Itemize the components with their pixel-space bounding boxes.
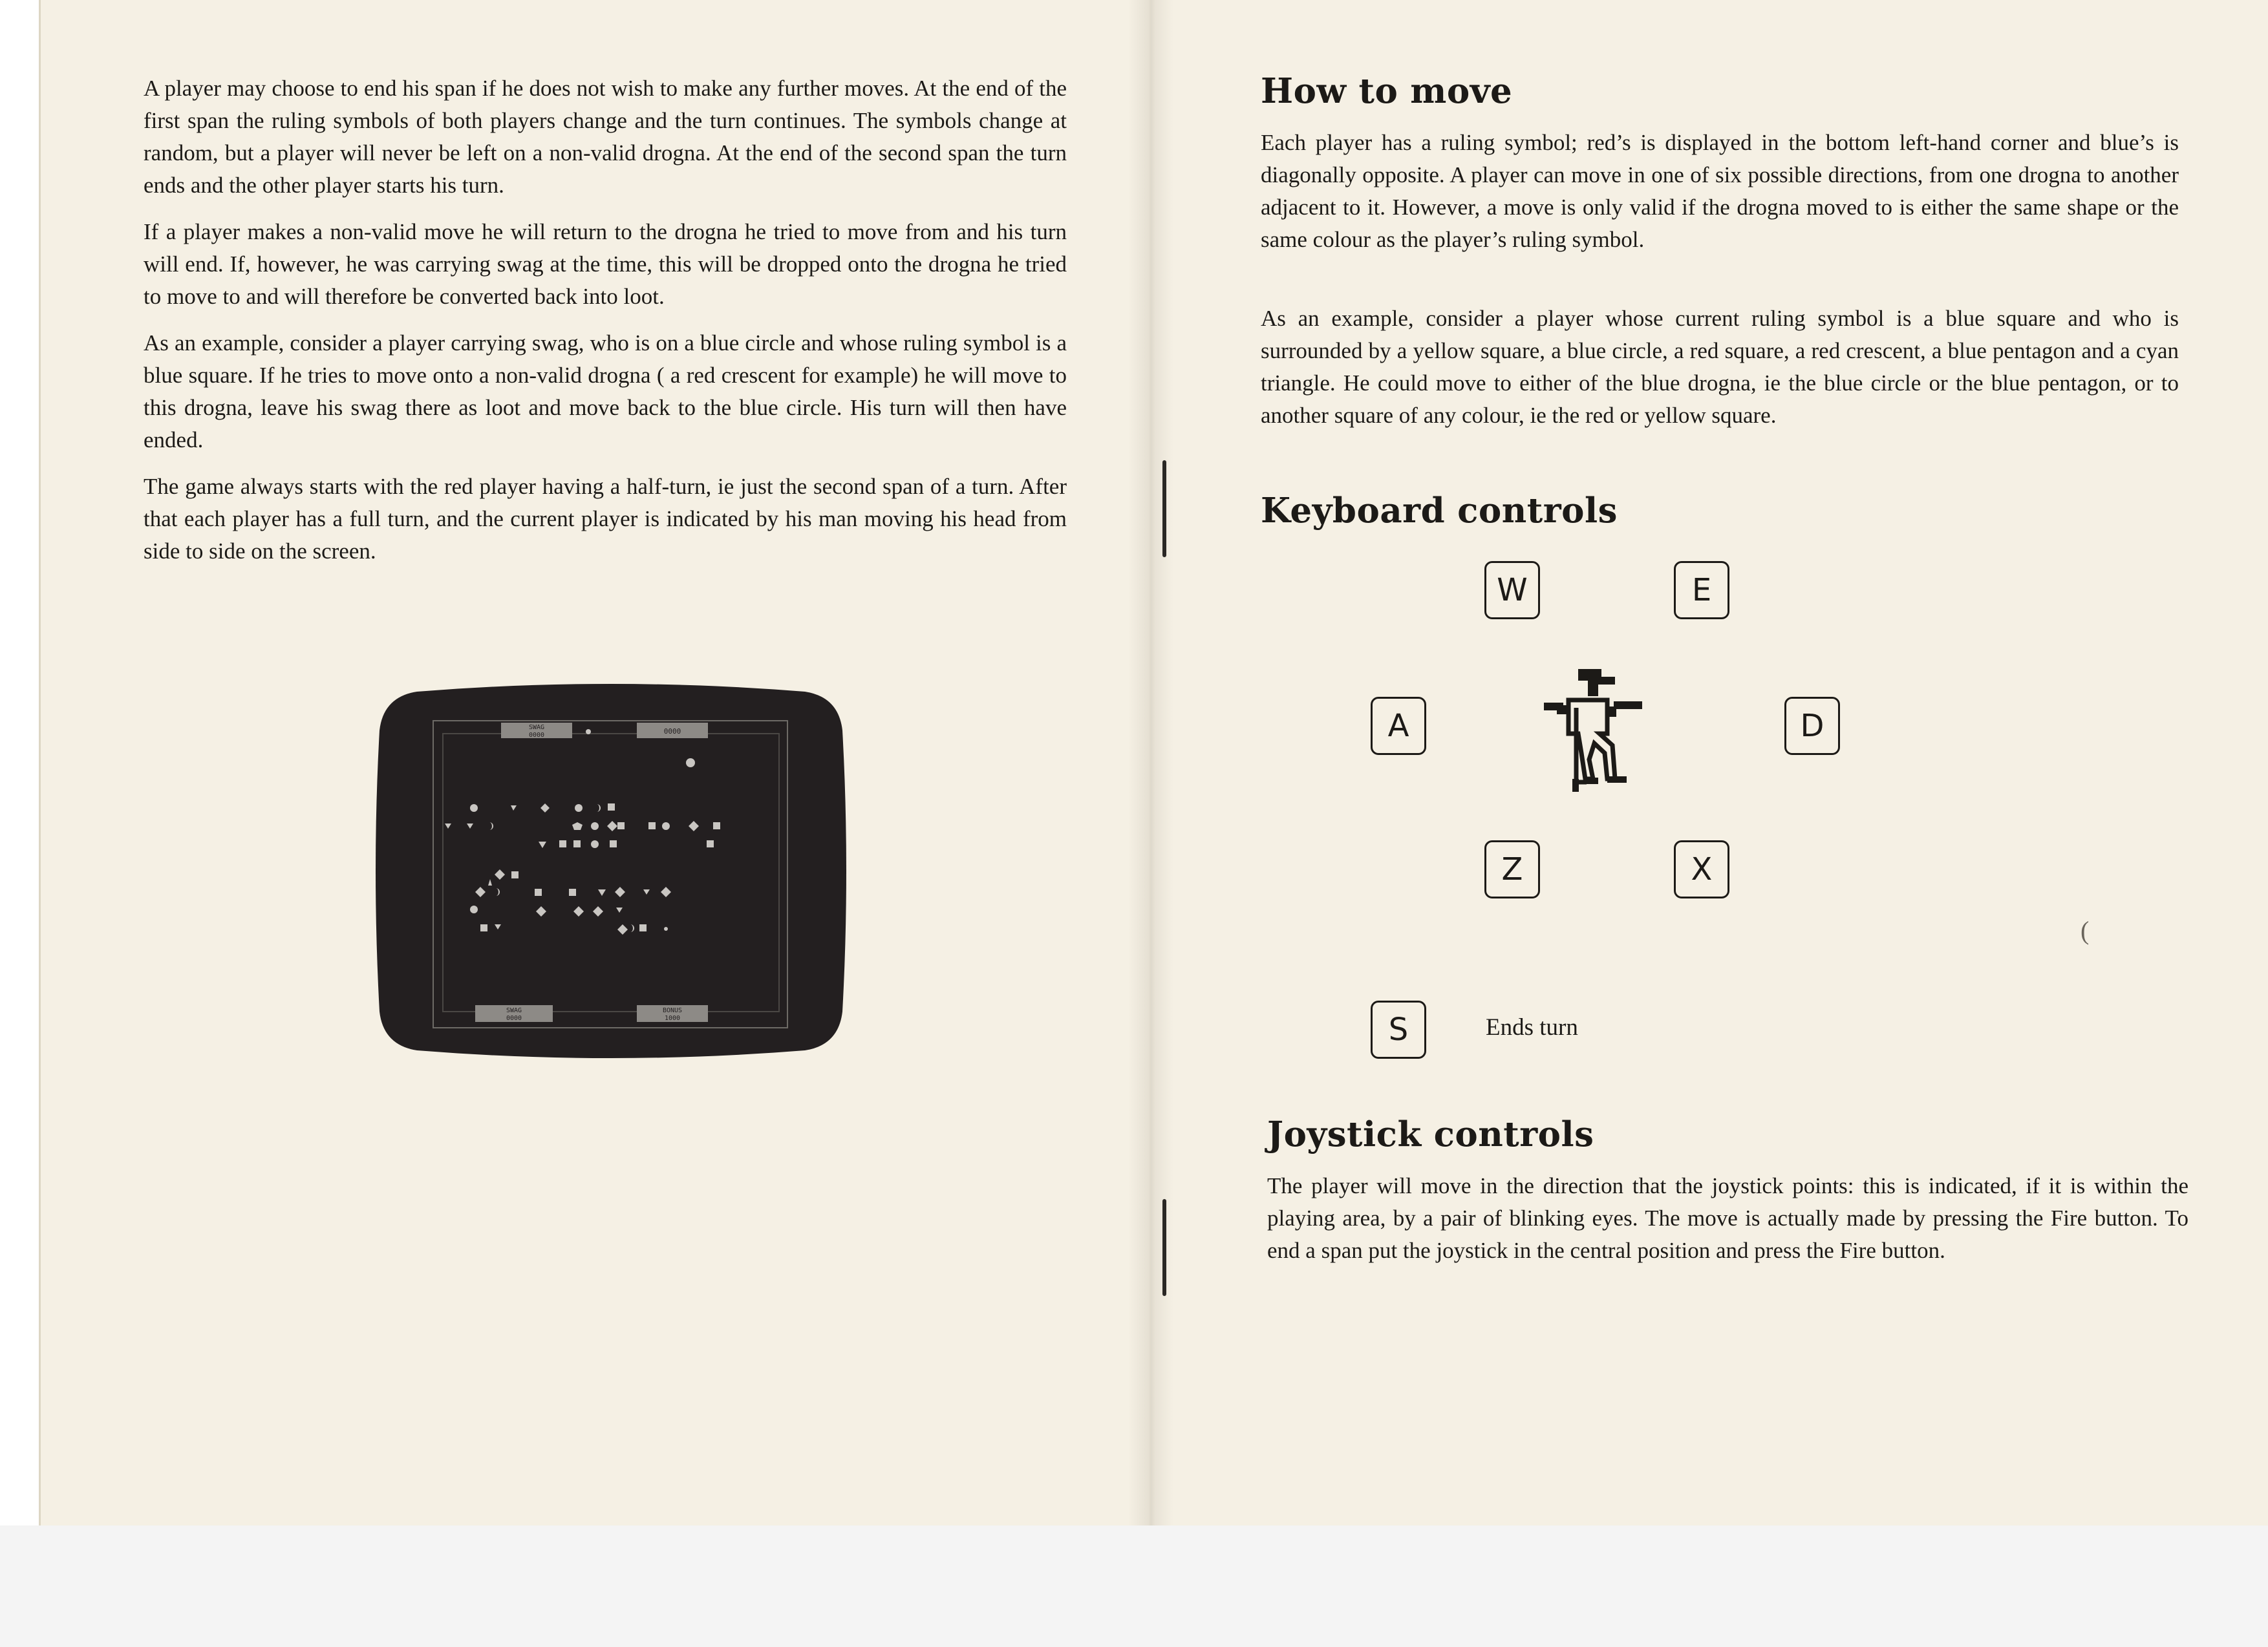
top-right-score: 0000 — [663, 727, 681, 736]
key-w: W — [1484, 561, 1540, 619]
bonus-value: 1000 — [664, 1015, 681, 1022]
key-d: D — [1784, 697, 1840, 755]
key-z: Z — [1484, 840, 1540, 898]
how-to-move-paragraph-2: As an example, consider a player whose current ruling symbol is a blue square and who is surrounded by a yellow square, a blue circle, a red square, a red crescent, a blue pentagon and a cyan triangle. He could move to either of the blue drogna, ie the blue circle or the blue pentagon, or to another square of any colour, ie the red or yellow square. — [1261, 306, 2179, 428]
stray-pen-mark: ( — [2081, 916, 2090, 945]
key-x: X — [1674, 840, 1729, 898]
game-screenshot — [372, 679, 850, 1063]
player-man-icon — [1543, 669, 1646, 795]
top-left-swag-label: SWAG — [528, 724, 545, 731]
staple-bottom — [1162, 1199, 1166, 1296]
joystick-paragraph: The player will move in the direction that the joystick points: this is indicated, if it is within the playing area, by a pair of blinking eyes. The move is actually made by pressing the Fire button. To end a span put the joystick in the central position and press the Fire button. — [1267, 1173, 2188, 1263]
key-s: S — [1371, 1001, 1426, 1059]
top-left-swag-value: 0000 — [528, 732, 545, 739]
left-paragraph-1: A player may choose to end his span if he does not wish to make any further moves. At the end of the first span the ruling symbols of both players change and the turn continues. The symbols change at random, but a player will never be left on a non-valid drogna. At the end of the second span the turn ends and the other player starts his turn. — [144, 76, 1067, 198]
left-paragraph-4: The game always starts with the red player having a half-turn, ie just the second span of a turn. After that each player has a full turn, and the current player is indicated by his man moving his head from side to side on the screen. — [144, 474, 1067, 564]
how-to-move-paragraph-1: Each player has a ruling symbol; red’s is displayed in the bottom left-hand corner and blue’s is diagonally opposite. A player can move in one of six possible directions, from one drogna to another adjacent to it. However, a move is only valid if the drogna moved to is either the same shape or the same colour as the player’s ruling symbol. — [1261, 130, 2179, 252]
staple-top — [1162, 460, 1166, 557]
bottom-left-swag-label: SWAG — [506, 1007, 522, 1014]
heading-keyboard-controls: Keyboard controls — [1261, 491, 1618, 531]
scan-background — [0, 1525, 2268, 1647]
left-paragraph-3: As an example, consider a player carrying swag, who is on a blue circle and whose ruling symbol is a blue square. If he tries to move onto a non-valid drogna ( a red crescent for example) he will move to this drogna, leave his swag there as loot and move back to the blue circle. His turn will then have ended. — [144, 330, 1067, 452]
bonus-label: BONUS — [662, 1007, 683, 1014]
key-e: E — [1674, 561, 1729, 619]
key-a: A — [1371, 697, 1426, 755]
left-page-text — [144, 72, 1067, 582]
heading-how-to-move: How to move — [1261, 71, 1513, 111]
heading-joystick-controls: Joystick controls — [1267, 1114, 1594, 1154]
bottom-left-swag-value: 0000 — [506, 1015, 522, 1022]
center-fold — [1128, 0, 1173, 1525]
game-screen-image — [372, 679, 850, 1063]
left-paragraph-2: If a player makes a non-valid move he will return to the drogna he tried to move from and his turn will end. If, however, he was carrying swag at the time, this will be dropped onto the drogna he tried to move to and will therefore be converted back into loot. — [144, 219, 1067, 309]
ends-turn-label: Ends turn — [1486, 1014, 1578, 1041]
